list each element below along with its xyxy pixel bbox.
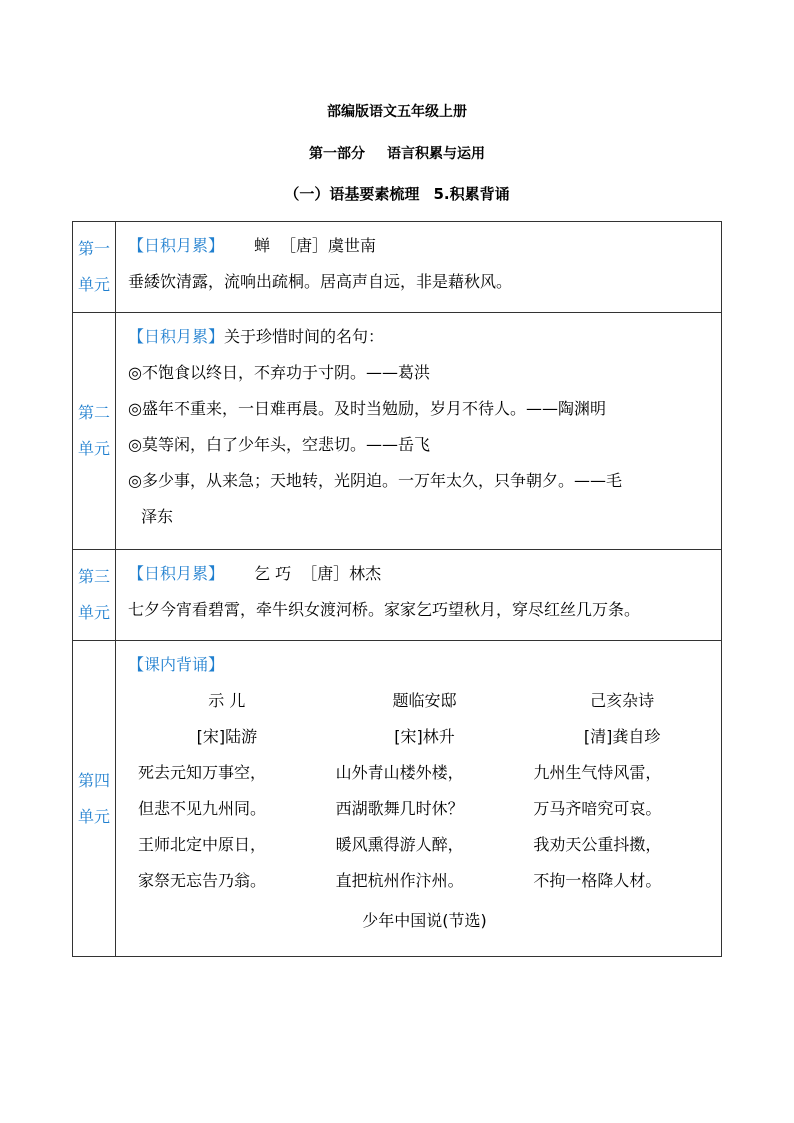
poem-line: 山外青山楼外楼， [335, 763, 464, 782]
poem-column [128, 683, 326, 899]
poem-line: 暖风熏得游人醉， [335, 835, 464, 854]
part-heading [0, 143, 794, 163]
section-tag: 【日积月累】 [128, 236, 225, 255]
poem-title: 己亥杂诗 [590, 691, 655, 710]
poem-title: 题临安邸 [392, 691, 457, 710]
poem-line: 直把杭州作汴州。 [335, 871, 464, 890]
part-number: 第一部分 [309, 146, 365, 162]
section-tag: 【日积月累】 [128, 327, 225, 346]
poem-line: 王师北定中原日， [138, 835, 267, 854]
next-text-title: 少年中国说(节选) [362, 911, 487, 930]
poem-author: 虞世南 [328, 236, 377, 255]
poem-author: [宋]林升 [394, 727, 455, 746]
poem-dynasty: ［唐］ [301, 564, 350, 583]
unit-label: 第三 单元 [73, 550, 116, 641]
poem-column [523, 683, 721, 899]
poem-author: 林杰 [349, 564, 382, 583]
unit-content [116, 550, 722, 641]
poem-line: 万马齐喑究可哀。 [533, 799, 662, 818]
quote-item: ◎莫等闲，白了少年头，空悲切。——岳飞 [128, 435, 430, 454]
poem-column [326, 683, 524, 899]
poem-text: 垂緌饮清露，流响出疏桐。居高声自远，非是藉秋风。 [128, 272, 513, 291]
unit-row-4 [73, 641, 722, 957]
content-table [72, 221, 722, 957]
document-title: 部编版语文五年级上册 [327, 104, 467, 120]
poem-line: 我劝天公重抖擞， [533, 835, 662, 854]
poem-line: 不拘一格降人材。 [533, 871, 662, 890]
quote-item: ◎盛年不重来，一日难再晨。及时当勉励，岁月不待人。——陶渊明 [128, 399, 606, 418]
poem-text: 七夕今宵看碧霄，牵牛织女渡河桥。家家乞巧望秋月，穿尽红丝几万条。 [128, 600, 641, 619]
poem-line: 但悲不见九州同。 [138, 799, 267, 818]
unit-row-3 [73, 550, 722, 641]
unit-row-1 [73, 222, 722, 313]
unit-label: 第四 单元 [73, 641, 116, 957]
unit-row-2 [73, 313, 722, 550]
quote-continuation: 泽东 [141, 507, 174, 526]
poem-title: 蝉 [254, 236, 271, 255]
quote-item: ◎不饱食以终日，不弃功于寸阴。——葛洪 [128, 363, 430, 382]
section-name: （一）语基要素梳理 [284, 185, 420, 203]
quote-intro: 关于珍惜时间的名句： [224, 327, 385, 346]
section-topic: 5.积累背诵 [433, 185, 510, 203]
quote-item: ◎多少事，从来急；天地转，光阴迫。一万年太久，只争朝夕。——毛 [128, 471, 622, 490]
part-name: 语言积累与运用 [387, 146, 485, 162]
unit-label: 第二 单元 [73, 313, 116, 550]
poem-title: 乞 巧 [254, 564, 292, 583]
poem-author: [清]龚自珍 [583, 727, 661, 746]
section-heading [0, 183, 794, 204]
poem-line: 死去元知万事空， [138, 763, 267, 782]
unit-content [116, 313, 722, 550]
poem-line: 九州生气恃风雷， [533, 763, 662, 782]
poem-line: 西湖歌舞几时休？ [335, 799, 464, 818]
poem-author: [宋]陆游 [196, 727, 258, 746]
unit-label: 第一 单元 [73, 222, 116, 313]
poem-columns [128, 683, 721, 899]
poem-title: 示 儿 [208, 691, 246, 710]
section-tag: 【日积月累】 [128, 564, 225, 583]
poem-dynasty: ［唐］ [280, 236, 329, 255]
section-tag: 【课内背诵】 [128, 655, 225, 674]
unit-content [116, 641, 722, 957]
poem-line: 家祭无忘告乃翁。 [138, 871, 267, 890]
unit-content [116, 222, 722, 313]
